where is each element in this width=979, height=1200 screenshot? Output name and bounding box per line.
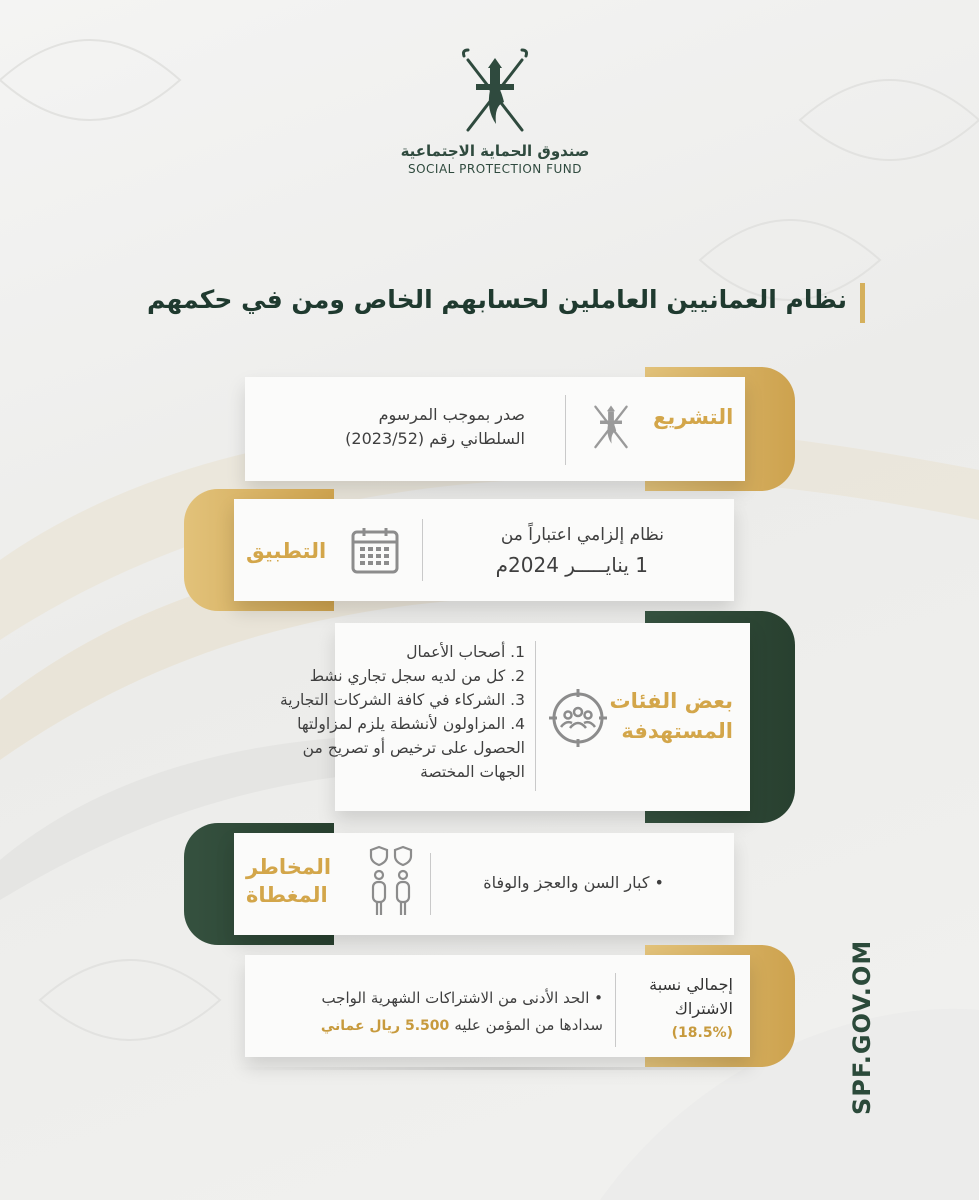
target-groups-label-line1: بعض الفئات [609, 689, 733, 713]
page-title-block [100, 283, 865, 323]
calendar-icon [350, 525, 400, 575]
legislation-card [245, 367, 795, 491]
legislation-text-line1: صدر بموجب المرسوم [378, 405, 525, 424]
target-groups-item-4-cont-2: الجهات المختصة [420, 763, 525, 781]
title-accent-bar [860, 283, 865, 323]
contribution-label-line2: الاشتراك [674, 999, 733, 1018]
contribution-card [245, 945, 795, 1067]
brand-logo [400, 40, 590, 190]
contribution-text-line2 [321, 1015, 603, 1034]
target-groups-item-3: 3. الشركاء في كافة الشركات التجارية [279, 691, 525, 709]
brand-name-english: SOCIAL PROTECTION FUND [407, 162, 582, 176]
application-text-line2: 1 ينايـــــر 2024م [495, 553, 648, 577]
brand-name-arabic: صندوق الحماية الاجتماعية [400, 142, 590, 160]
khanjar-emblem-icon [585, 395, 637, 453]
target-groups-label-line2: المستهدفة [621, 719, 733, 743]
risks-divider [430, 853, 431, 915]
target-group-icon [547, 687, 609, 749]
contribution-divider [615, 973, 616, 1047]
contribution-text-line2-prefix: سدادها من المؤمن عليه [454, 1016, 603, 1034]
contribution-rate: (18.5%) [671, 1025, 733, 1041]
target-groups-item-4: 4. المزاولون لأنشطة يلزم لمزاولتها [297, 715, 525, 733]
khanjar-emblem-icon [450, 40, 540, 140]
footer-shadow-line [230, 1067, 780, 1070]
target-groups-item-2: 2. كل من لديه سجل تجاري نشط [309, 667, 525, 685]
website-link[interactable]: SPF.GOV.OM [848, 939, 876, 1115]
contribution-amount: 5.500 ريال عماني [320, 1018, 450, 1034]
risks-label-line2: المغطاة [246, 883, 328, 907]
risks-item: • كبار السن والعجز والوفاة [483, 873, 664, 892]
target-groups-item-1: 1. أصحاب الأعمال [406, 643, 525, 661]
page-title: نظام العمانيين العاملين لحسابهم الخاص ومن في حكمهم [146, 285, 847, 314]
protected-people-icon [366, 843, 416, 917]
target-groups-divider [535, 641, 536, 791]
application-label: التطبيق [246, 539, 327, 563]
target-groups-card [279, 611, 795, 823]
application-divider [422, 519, 423, 581]
application-card [184, 489, 734, 611]
legislation-text-line2: السلطاني رقم (2023/52) [345, 429, 525, 448]
risks-label-line1: المخاطر [246, 855, 332, 879]
legislation-divider [565, 395, 566, 465]
contribution-text-line1: • الحد الأدنى من الاشتراكات الشهرية الواجب [321, 989, 603, 1007]
target-groups-item-4-cont-1: الحصول على ترخيص أو تصريح من [302, 739, 525, 757]
legislation-label: التشريع [653, 405, 734, 429]
contribution-label-line1: إجمالي نسبة [649, 975, 733, 994]
risks-card [184, 823, 734, 945]
application-text-line1: نظام إلزامي اعتباراً من [500, 525, 664, 545]
